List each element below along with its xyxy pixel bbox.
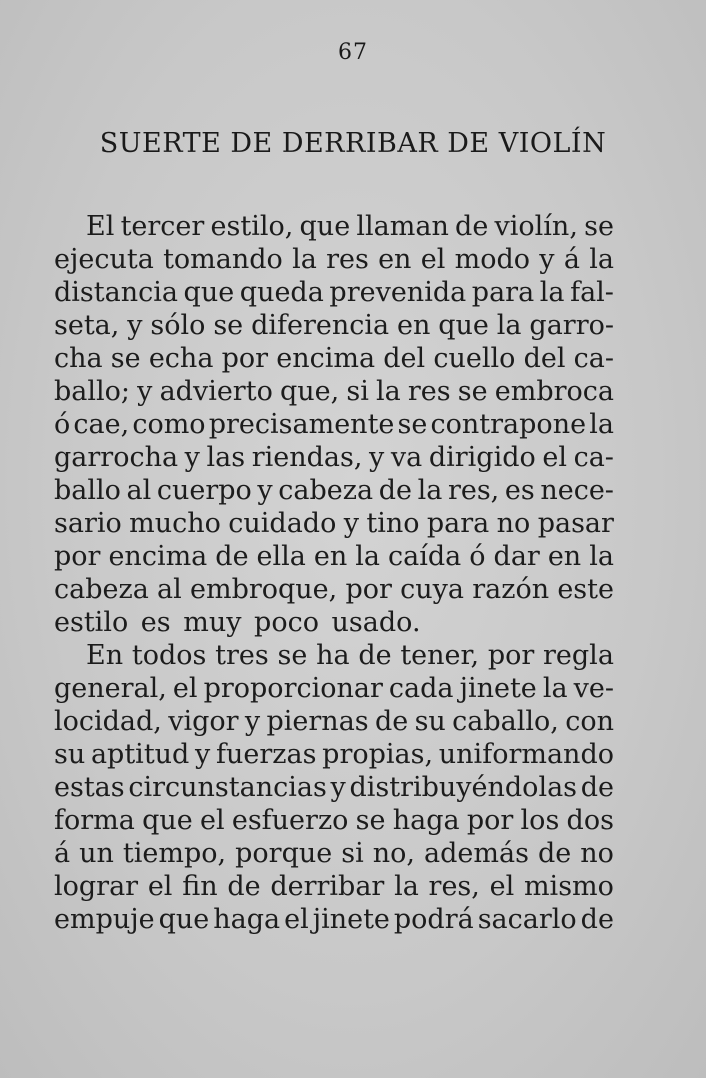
text-line: empuje que haga el jinete podrá sacarlo de [54, 904, 614, 935]
text-line: garrocha y las riendas, y va dirigido el ca- [54, 442, 614, 473]
text-line: á un tiempo, porque si no, además de no [54, 838, 614, 869]
text-line: sario mucho cuidado y tino para no pasar [54, 508, 614, 539]
text-line: distancia que queda prevenida para la fal- [54, 277, 614, 308]
text-line: lograr el fin de derribar la res, el mismo [54, 871, 614, 902]
text-line: general, el proporcionar cada jinete la ve- [54, 673, 614, 704]
text-line: por encima de ella en la caída ó dar en la [54, 541, 614, 572]
text-line: cha se echa por encima del cuello del ca- [54, 343, 614, 374]
text-line: ejecuta tomando la res en el modo y á la [54, 244, 614, 275]
text-line: locidad, vigor y piernas de su caballo, con [54, 706, 614, 737]
paragraph [54, 210, 614, 639]
paragraph [54, 639, 614, 936]
text-line: ó cae, como precisamente se contrapone la [54, 409, 614, 440]
text-line: ballo al cuerpo y cabeza de la res, es nece- [54, 475, 614, 506]
chapter-title: SUERTE DE DERRIBAR DE VIOLÍN [99, 128, 607, 159]
text-line: estilo es muy poco usado. [54, 607, 421, 638]
page-number: 67 [338, 40, 368, 65]
text-line: El tercer estilo, que llaman de violín, se [86, 211, 614, 242]
text-line: forma que el esfuerzo se haga por los dos [54, 805, 614, 836]
text-line: cabeza al embroque, por cuya razón este [54, 574, 614, 605]
text-line: seta, y sólo se diferencia en que la garro- [54, 310, 614, 341]
text-line: estas circunstancias y distribuyéndolas de [54, 772, 614, 803]
text-line: ballo; y advierto que, si la res se embroca [54, 376, 614, 407]
text-line: su aptitud y fuerzas propias, uniformando [54, 739, 614, 770]
body-text [54, 210, 614, 936]
text-line: En todos tres se ha de tener, por regla [86, 640, 614, 671]
